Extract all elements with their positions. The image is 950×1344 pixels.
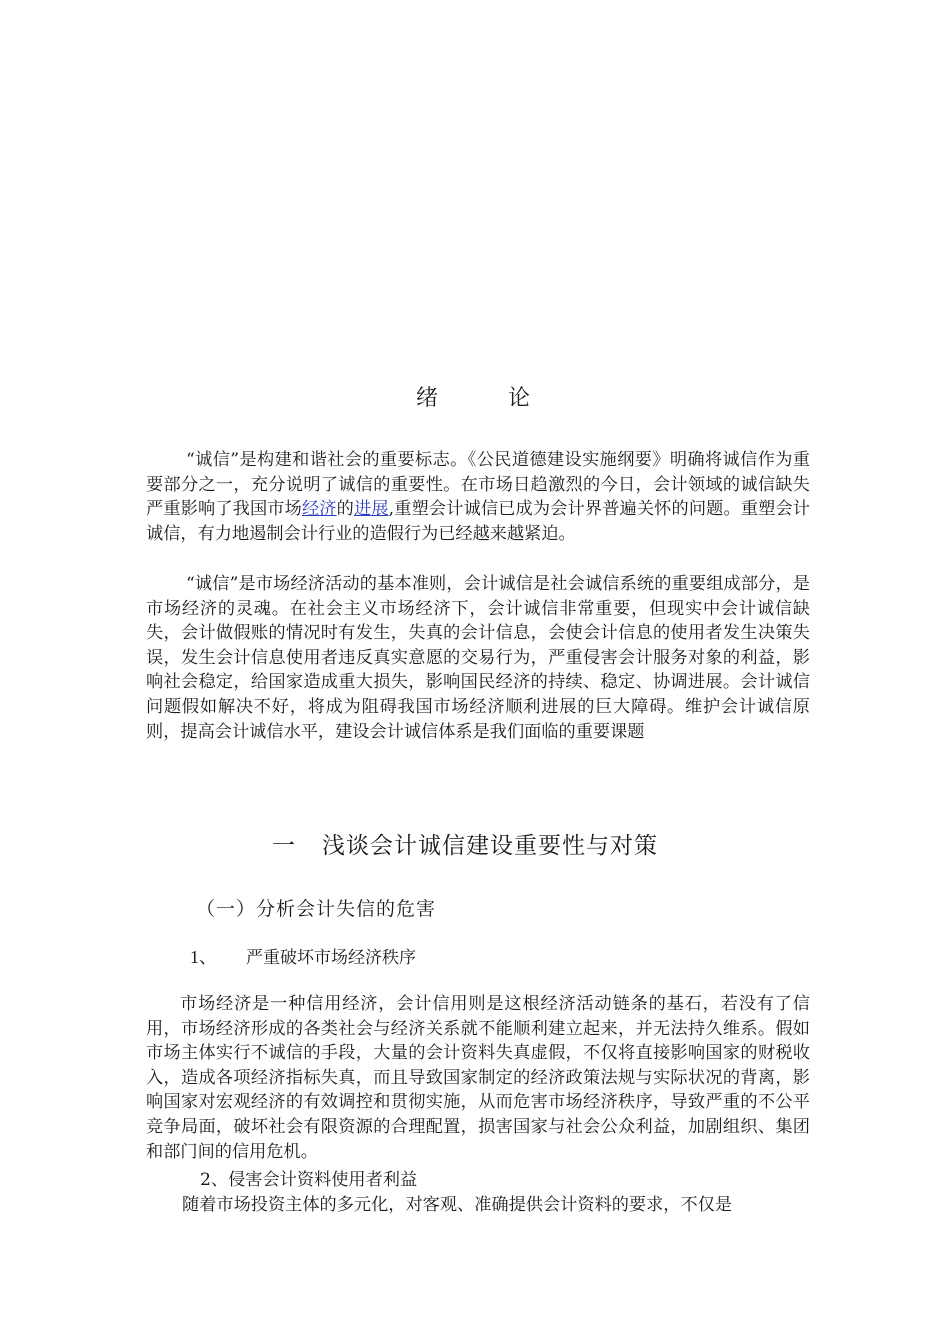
section-title: 浅谈会计诚信建设重要性与对策 xyxy=(322,833,658,859)
intro-text: “诚信”是构建和谐社会的重要标志。《公民道德建设实施纲要》明确将诚信作为重要部分之一，充分说明了诚信的重要性。在市场日趋激烈的今日，会计领域的诚信缺失严重影响了我国市场 xyxy=(146,450,810,520)
subsection-heading: （一）分析会计失信的危害 xyxy=(196,898,437,920)
item-heading-1 xyxy=(190,944,416,971)
item-number: 1、 xyxy=(190,947,217,967)
intro-text-end: ,重塑会计诚信已成为会计界普遍关怀的问题。重塑会计诚信，有力地遏制会计行业的造假行为已经越来越紧迫。 xyxy=(146,499,810,544)
item-1-body: 市场经济是一种信用经济，会计信用则是这根经济活动链条的基石，若没有了信用，市场经济形成的各类社会与经济关系就不能顺利建立起来，并无法持久维系。假如市场主体实行不诚信的手段，大量的会计资料失真虚假，不仅将直接影响国家的财税收入，造成各项经济指标失真，而且导致国家制定的经济政策法规与实际状况的背离，影响国家对宏观经济的有效调控和贯彻实施，从而危害市场经济秩序，导致严重的不公平竞争局面，破坏社会有限资源的合理配置，损害国家与社会公众利益，加剧组织、集团和部门间的信用危机。 xyxy=(146,994,810,1162)
section-number: 一 xyxy=(272,833,296,859)
intro-paragraph-1 xyxy=(146,448,810,546)
intro-paragraph-2: “诚信”是市场经济活动的基本准则，会计诚信是社会诚信系统的重要组成部分，是市场经济的灵魂。在社会主义市场经济下，会计诚信非常重要，但现实中会计诚信缺失，会计做假账的情况时有发生，失真的会计信息，会使会计信息的使用者发生决策失误，发生会计信息使用者违反真实意愿的交易行为，严重侵害会计服务对象的利益，影响社会稳定，给国家造成重大损失，影响国民经济的持续、稳定、协调进展。会计诚信问题假如解决不好，将成为阻碍我国市场经济顺利进展的巨大障碍。维护会计诚信原则，提高会计诚信水平，建设会计诚信体系是我们面临的重要课题 xyxy=(146,574,810,742)
title-char-1: 绪 xyxy=(415,386,442,411)
item-title: 严重破坏市场经济秩序 xyxy=(246,948,416,968)
page-title xyxy=(0,384,950,414)
item-heading-2: 2、侵害会计资料使用者利益 xyxy=(200,1170,418,1190)
title-char-2: 论 xyxy=(508,386,535,411)
section-heading xyxy=(272,830,658,862)
economy-link[interactable]: 经济 xyxy=(301,499,337,520)
intro-text-connector: 的 xyxy=(336,499,354,520)
item-2-body: 随着市场投资主体的多元化，对客观、准确提供会计资料的要求，不仅是 xyxy=(182,1195,733,1215)
progress-link[interactable]: 进展 xyxy=(353,499,389,520)
